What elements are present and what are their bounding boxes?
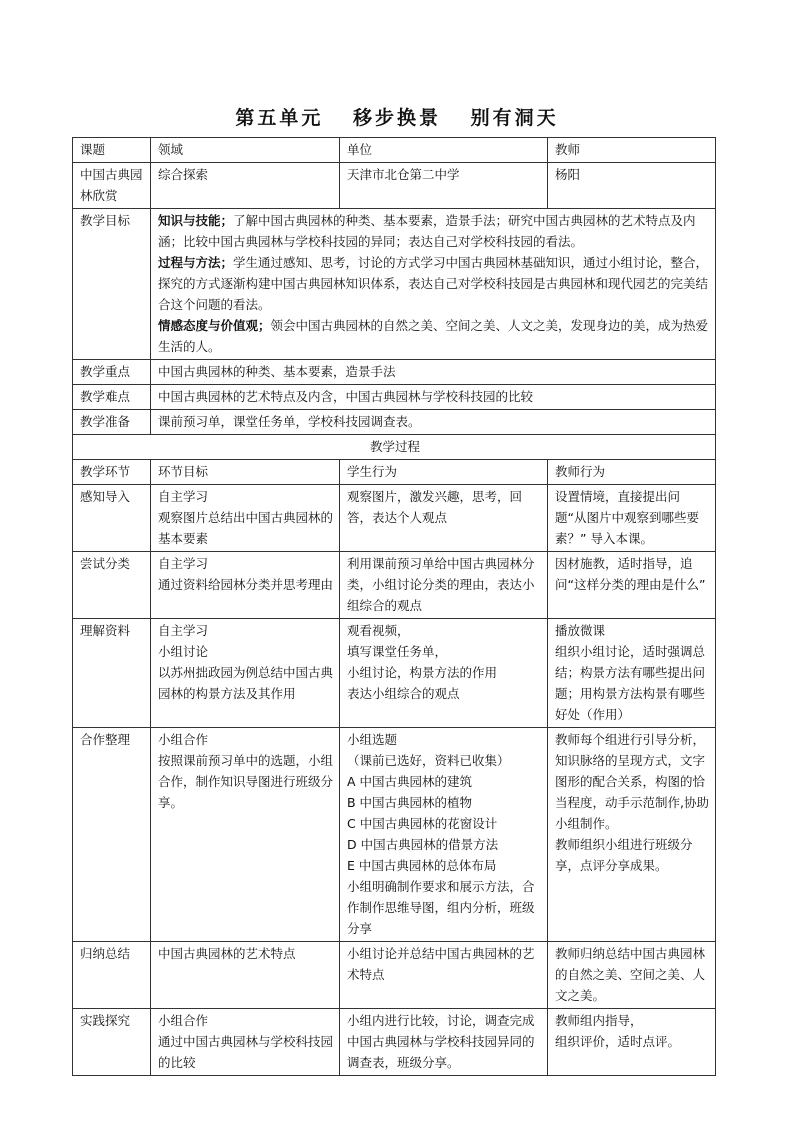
process-teacher-line: 教师归纳总结中国古典园林的自然之美、空间之美、人文之美。 <box>555 946 706 1003</box>
process-goal-line: 小组合作 <box>158 1013 209 1028</box>
goals-label: 教学目标 <box>73 209 151 360</box>
process-goal-line: 小组合作 <box>158 732 209 747</box>
title-part1: 移步换景 <box>352 107 441 129</box>
process-teacher-cell <box>548 485 716 552</box>
process-teacher-line: 组织小组讨论，适时强调总结；构景方法有哪些提出问题；用构景方法构景有哪些好处（作用） <box>555 644 706 722</box>
process-goal-cell <box>151 728 340 942</box>
process-stage: 理解资料 <box>73 619 151 728</box>
process-teacher-line: 组织评价，适时点评。 <box>555 1034 681 1049</box>
process-student-line: 填写课堂任务单， <box>347 644 448 659</box>
process-stage: 尝试分类 <box>73 552 151 619</box>
preparation-label: 教学准备 <box>73 410 151 435</box>
process-student-line: 小组内进行比较，讨论，调查完成中国古典园林与学校科技园异同的调查表，班级分享。 <box>347 1013 535 1070</box>
field-value: 综合探索 <box>151 163 340 209</box>
process-goal-line: 按照课前预习单中的选题，小组合作，制作知识导图进行班级分享。 <box>158 753 334 810</box>
process-row <box>73 728 716 942</box>
process-student-line: D 中国古典园林的借景方法 <box>347 837 499 852</box>
school-value: 天津市北仓第二中学 <box>340 163 548 209</box>
process-goal-cell <box>151 1009 340 1076</box>
process-stage: 实践探究 <box>73 1009 151 1076</box>
process-goal-line: 以苏州拙政园为例总结中国古典园林的构景方法及其作用 <box>158 665 334 701</box>
topic-value: 中国古典园林欣赏 <box>73 163 151 209</box>
key-points-row <box>73 360 716 385</box>
teacher-header-process: 教师行为 <box>548 460 716 485</box>
process-goal-cell <box>151 552 340 619</box>
goal-process-text: 学生通过感知、思考，讨论的方式学习中国古典园林基础知识，通过小组讨论，整合，探究的方式逐渐构建中国古典园林知识体系，表达自己对学校科技园是古典园林和现代园艺的完美结合这个问题的看法。 <box>158 255 709 312</box>
student-header: 学生行为 <box>340 460 548 485</box>
process-student-cell <box>340 552 548 619</box>
title-unit: 第五单元 <box>235 107 324 129</box>
process-goal-line: 通过资料给园林分类并思考理由 <box>158 577 334 592</box>
preparation-row <box>73 410 716 435</box>
goal-header: 环节目标 <box>151 460 340 485</box>
process-teacher-line: 教师组织小组进行班级分享，点评分享成果。 <box>555 837 693 873</box>
process-goal-cell <box>151 485 340 552</box>
process-goal-line: 观察图片总结出中国古典园林的基本要素 <box>158 510 334 546</box>
process-teacher-line: 因材施教，适时指导，追问“这样分类的理由是什么” <box>555 556 706 592</box>
goal-knowledge <box>158 210 710 252</box>
process-goal-line: 小组讨论 <box>158 644 209 659</box>
process-row <box>73 485 716 552</box>
process-teacher-cell <box>548 552 716 619</box>
process-student-cell <box>340 1009 548 1076</box>
process-title-row <box>73 435 716 460</box>
process-goal-line: 自主学习 <box>158 489 209 504</box>
process-teacher-line: 教师每个组进行引导分析，知识脉络的呈现方式，文字图形的配合关系，构图的恰当程度，动手示范制作,协助小组制作。 <box>555 732 709 831</box>
process-student-line: C 中国古典园林的花窗设计 <box>347 816 498 831</box>
school-header: 单位 <box>340 138 548 163</box>
process-teacher-line: 播放微课 <box>555 623 606 638</box>
process-goal-line: 通过中国古典园林与学校科技园的比较 <box>158 1034 334 1070</box>
difficulties-label: 教学难点 <box>73 385 151 410</box>
process-student-line: 观看视频， <box>347 623 410 638</box>
goals-content <box>151 209 716 360</box>
process-stage: 感知导入 <box>73 485 151 552</box>
process-teacher-cell <box>548 728 716 942</box>
process-title: 教学过程 <box>73 435 716 460</box>
topic-header: 课题 <box>73 138 151 163</box>
page-title <box>0 103 794 130</box>
preparation-text: 课前预习单，课堂任务单，学校科技园调查表。 <box>151 410 716 435</box>
goal-process <box>158 252 710 315</box>
process-student-line: B 中国古典园林的植物 <box>347 795 473 810</box>
process-student-line: 小组明确制作要求和展示方法，合作制作思维导图，组内分析，班级分享 <box>347 879 535 936</box>
process-goal-line: 中国古典园林的艺术特点 <box>158 946 296 961</box>
difficulties-text: 中国古典园林的艺术特点及内含，中国古典园林与学校科技园的比较 <box>151 385 716 410</box>
process-student-line: 小组讨论，构景方法的作用 <box>347 665 498 680</box>
process-student-line: 观察图片，激发兴趣，思考，回答，表达个人观点 <box>347 489 523 525</box>
process-row <box>73 942 716 1009</box>
process-student-cell <box>340 485 548 552</box>
process-student-line: （课前已选好，资料已收集） <box>347 753 510 768</box>
process-stage: 合作整理 <box>73 728 151 942</box>
process-student-line: 小组讨论并总结中国古典园林的艺术特点 <box>347 946 535 982</box>
teacher-value: 杨阳 <box>548 163 716 209</box>
goals-row <box>73 209 716 360</box>
process-header-row <box>73 460 716 485</box>
process-row <box>73 1009 716 1076</box>
process-student-cell <box>340 728 548 942</box>
process-row <box>73 552 716 619</box>
goal-emotion <box>158 315 710 357</box>
process-student-cell <box>340 619 548 728</box>
title-part2: 别有洞天 <box>470 107 559 129</box>
teacher-header: 教师 <box>548 138 716 163</box>
goal-knowledge-text: 了解中国古典园林的种类、基本要素，造景手法；研究中国古典园林的艺术特点及内涵；比较中国古典园林与学校科技园的异同；表达自己对学校科技园的看法。 <box>158 213 696 249</box>
process-teacher-line: 教师组内指导， <box>555 1013 643 1028</box>
process-goal-cell <box>151 942 340 1009</box>
process-goal-line: 自主学习 <box>158 623 209 638</box>
lesson-plan-table <box>72 137 716 1076</box>
process-student-line: E 中国古典园林的总体布局 <box>347 858 497 873</box>
process-row <box>73 619 716 728</box>
goal-emotion-label: 情感态度与价值观； <box>158 318 271 333</box>
process-student-line: 利用课前预习单给中国古典园林分类，小组讨论分类的理由，表达小组综合的观点 <box>347 556 535 613</box>
process-student-cell <box>340 942 548 1009</box>
key-points-label: 教学重点 <box>73 360 151 385</box>
process-student-line: 表达小组综合的观点 <box>347 686 460 701</box>
process-teacher-cell <box>548 619 716 728</box>
goal-knowledge-label: 知识与技能； <box>158 213 234 228</box>
goal-process-label: 过程与方法； <box>158 255 234 270</box>
process-teacher-cell <box>548 942 716 1009</box>
stage-header: 教学环节 <box>73 460 151 485</box>
info-row <box>73 163 716 209</box>
process-goal-cell <box>151 619 340 728</box>
goal-emotion-text: 领会中国古典园林的自然之美、空间之美、人文之美，发现身边的美，成为热爱生活的人。 <box>158 318 709 354</box>
process-teacher-line: 设置情境，直接提出问题“从图片中观察到哪些要素？” 导入本课。 <box>555 489 699 546</box>
field-header: 领域 <box>151 138 340 163</box>
process-teacher-cell <box>548 1009 716 1076</box>
process-goal-line: 自主学习 <box>158 556 209 571</box>
key-points-text: 中国古典园林的种类、基本要素，造景手法 <box>151 360 716 385</box>
difficulties-row <box>73 385 716 410</box>
process-student-line: 小组选题 <box>347 732 398 747</box>
process-student-line: A 中国古典园林的建筑 <box>347 774 473 789</box>
info-header-row <box>73 138 716 163</box>
process-stage: 归纳总结 <box>73 942 151 1009</box>
